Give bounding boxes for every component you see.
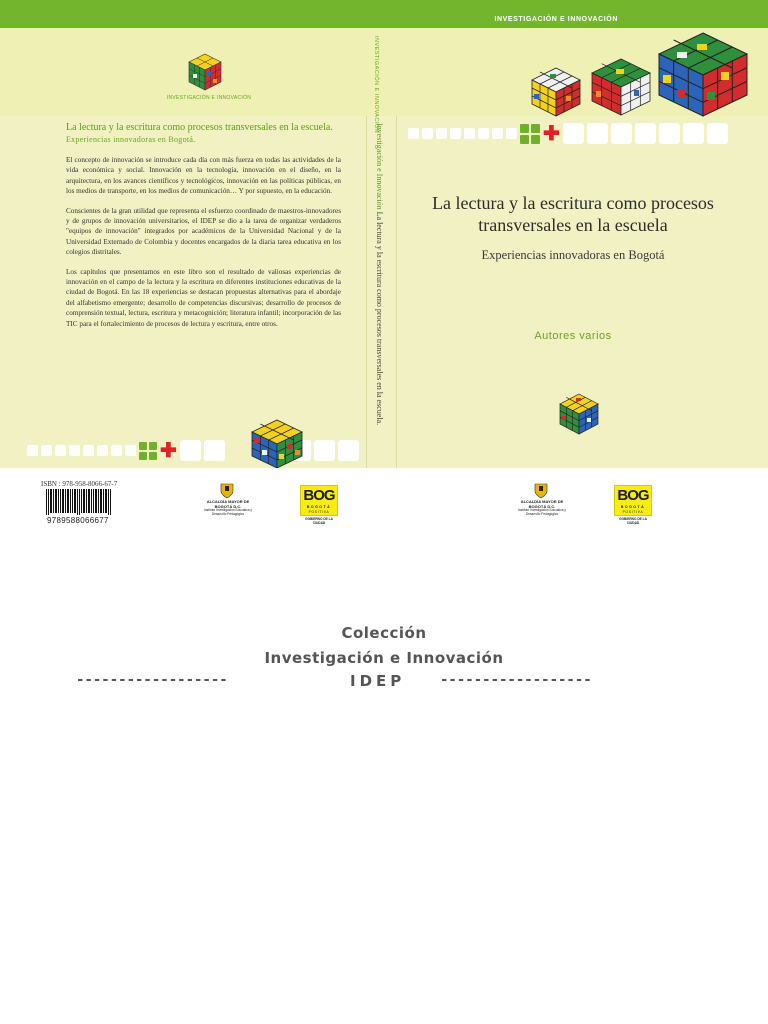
cube-logo-icon	[185, 52, 225, 94]
square	[436, 128, 447, 139]
front-cover-authors: Autores varios	[534, 330, 612, 342]
bog-logo-sub: BOGOTÁ	[620, 505, 646, 509]
back-squares-row	[27, 440, 225, 461]
square	[464, 128, 475, 139]
back-cover-subtitle: Experiencias innovadoras en Bogotá.	[66, 135, 196, 144]
square	[125, 445, 136, 456]
green-squares-icon	[139, 442, 157, 460]
square	[408, 128, 419, 139]
square	[707, 123, 728, 144]
red-plus-icon: ✚	[160, 439, 177, 462]
rubik-cube-icon	[248, 418, 306, 470]
back-paragraph: El concepto de innovación se introduce cada día con más fuerza en todas las actividades de la vida económica y social. Innovación en la tecnología, innovación en el diseño, en la arquitectura, en los avances científicos y tecnológicos, innovación en las políticas públicas, en los medios de transporte, en los medios de comunicación… Y por supuesto, en la educación.	[66, 156, 341, 196]
square	[492, 128, 503, 139]
back-logo-label: INVESTIGACIÓN E INNOVACIÓN	[166, 95, 252, 101]
collection-divider-left: ------------------	[76, 672, 228, 688]
bog-logo-sub2: POSITIVA	[622, 510, 644, 514]
square	[563, 123, 584, 144]
bog-logo-sub: BOGOTÁ	[306, 505, 332, 509]
barcode-icon	[46, 489, 112, 515]
top-green-bar	[0, 0, 768, 28]
rubik-cube-icon	[528, 66, 584, 118]
bog-logo-text: BOG	[617, 487, 649, 504]
front-cover-title: La lectura y la escritura como procesos transversales en la escuela	[432, 193, 714, 235]
collection-heading: Colección	[341, 624, 427, 642]
alcaldia-name: ALCALDÍA MAYOR DE BOGOTÁ D.C.	[520, 499, 564, 509]
green-squares-icon	[520, 124, 540, 144]
spine-title	[375, 123, 384, 425]
square	[422, 128, 433, 139]
front-squares-row	[408, 123, 728, 144]
square	[314, 440, 335, 461]
bog-logo-foot: GOBIERNO DE LA CIUDAD	[619, 517, 647, 525]
rubik-cube-icon	[588, 57, 654, 117]
bog-logo	[300, 485, 338, 523]
collection-name: Investigación e Innovación	[264, 649, 504, 667]
alcaldia-logo	[203, 483, 253, 523]
alcaldia-name: ALCALDÍA MAYOR DE BOGOTÁ D.C.	[206, 499, 250, 509]
book-spine	[366, 28, 396, 468]
rubik-cube-icon	[655, 30, 752, 118]
square	[683, 123, 704, 144]
square	[83, 445, 94, 456]
square	[27, 445, 38, 456]
cover-bottom-strip	[0, 468, 768, 528]
square	[41, 445, 52, 456]
square	[69, 445, 80, 456]
square	[97, 445, 108, 456]
back-cover-body	[66, 155, 341, 338]
square	[587, 123, 608, 144]
collection-divider-right: ------------------	[440, 672, 592, 688]
spine-title-text: La lectura y la escritura como procesos transversales en la escuela.	[375, 211, 384, 426]
square	[478, 128, 489, 139]
red-plus-icon: ✚	[543, 122, 560, 145]
spine-title-series: Investigación e Innovación	[375, 123, 384, 210]
back-paragraph: Los capítulos que presentamos en este libro son el resultado de valiosas experiencias de innovación en el campo de la lectura y la escritura en diferentes instituciones educativas de la ciudad de Bogotá. En las 18 experiencias se destacan propuestas alternativas para el abordaje del alfabetismo emergente; desarrollo de competencias discursivas; desarrollo de procesos de comprensión textual, lectura, escritura y metacognición; literatura infantil; incorporación de las TIC para el fortalecimiento de procesos de lectura y escritura, entre otros.	[66, 267, 341, 328]
alcaldia-sub: Instituto Investigación Educativa y Desarrollo Pedagógico	[517, 508, 567, 516]
bog-logo-text: BOG	[303, 487, 335, 504]
alcaldia-sub: Instituto Investigación Educativa y Desarrollo Pedagógico	[203, 508, 253, 516]
front-cover-subtitle: Experiencias innovadoras en Bogotá	[481, 248, 665, 262]
square	[204, 440, 225, 461]
bog-logo-sub2: POSITIVA	[308, 510, 330, 514]
series-label: INVESTIGACIÓN E INNOVACIÓN	[494, 16, 618, 23]
barcode-number: 9789588066677	[47, 516, 109, 525]
square	[611, 123, 632, 144]
square	[659, 123, 680, 144]
square	[635, 123, 656, 144]
square	[506, 128, 517, 139]
square	[180, 440, 201, 461]
alcaldia-logo	[517, 483, 567, 523]
bogota-shield-icon	[534, 483, 548, 499]
square	[338, 440, 359, 461]
rubik-cube-icon	[556, 392, 602, 436]
spine-series: INVESTIGACIÓN E INNOVACIÓN	[373, 36, 379, 134]
bog-logo	[614, 485, 652, 523]
collection-publisher: IDEP	[350, 672, 406, 690]
square	[450, 128, 461, 139]
back-paragraph: Conscientes de la gran utilidad que representa el esfuerzo coordinado de maestros-innovadores y de grupos de innovación universitarios, el IDEP se dio a la tarea de organizar verdaderos "equipos de innovación" integrados por académicos de la Universidad Nacional y de la Universidad Externado de Colombia y docentes encargados de la diaria tarea educativa en los colegios distritales.	[66, 206, 341, 257]
bog-logo-foot: GOBIERNO DE LA CIUDAD	[305, 517, 333, 525]
square	[111, 445, 122, 456]
square	[55, 445, 66, 456]
back-cover-title: La lectura y la escritura como procesos transversales en la escuela.	[66, 122, 333, 133]
bogota-shield-icon	[220, 483, 234, 499]
isbn-label: ISBN : 978-958-8066-67-7	[41, 480, 118, 488]
